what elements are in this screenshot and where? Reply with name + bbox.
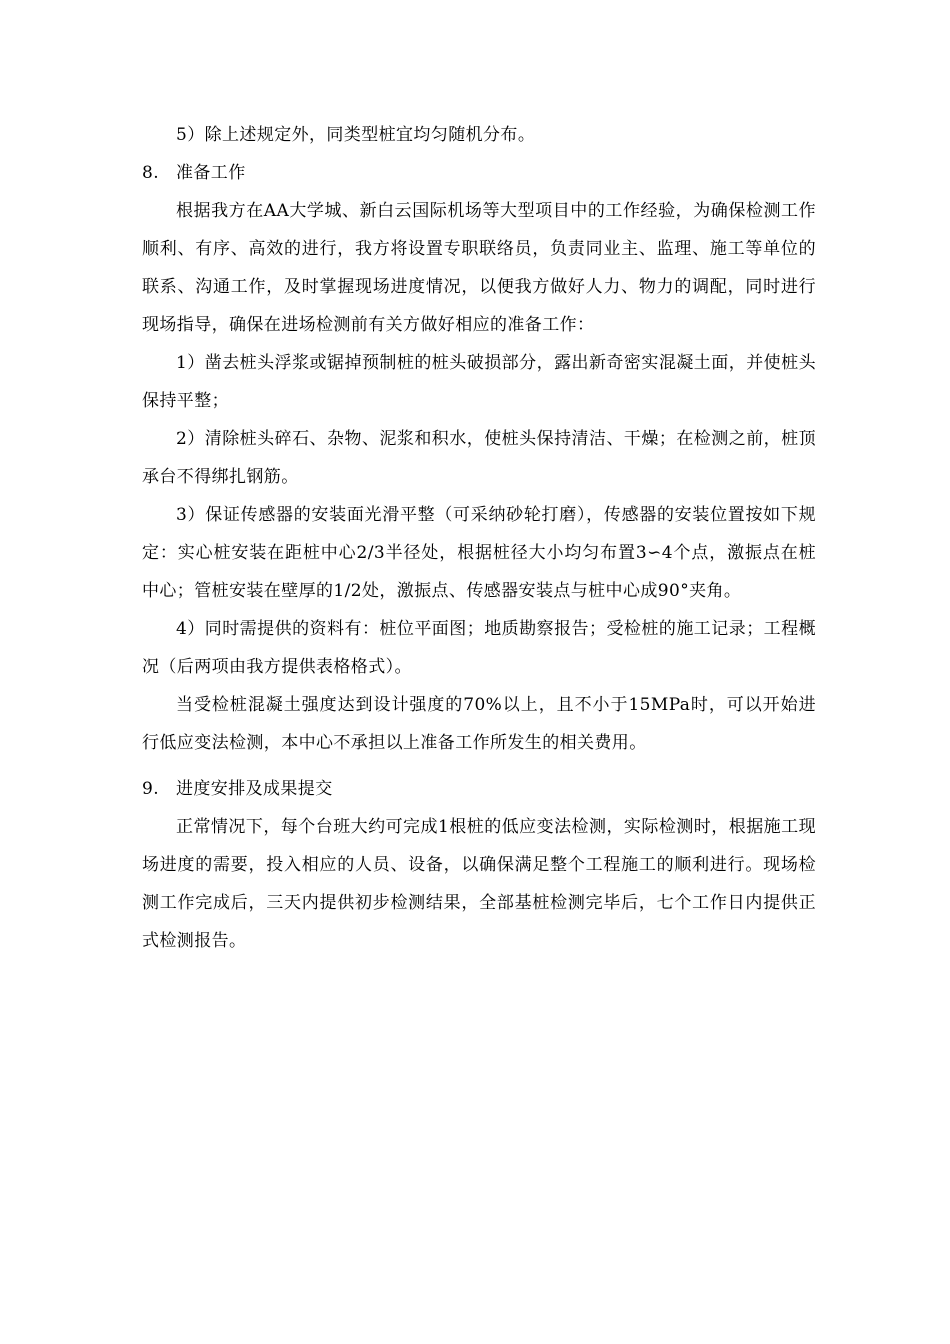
section-title: 准备工作 — [176, 163, 246, 183]
section-number: 9. — [142, 779, 160, 799]
list-item-5: 5）除上述规定外，同类型桩宜均匀随机分布。 — [176, 125, 536, 145]
list-item-4: 4）同时需提供的资料有：桩位平面图；地质勘察报告；受检桩的施工记录；工程概况（后两项由我方提供表格格式）。 — [142, 619, 816, 677]
section-number: 8. — [142, 163, 160, 183]
section-8-closing: 当受检桩混凝土强度达到设计强度的70%以上，且不小于15MPa时，可以开始进行低应变法检测，本中心不承担以上准备工作所发生的相关费用。 — [142, 695, 816, 753]
section-title: 进度安排及成果提交 — [176, 779, 333, 799]
document-body — [142, 116, 816, 960]
list-item-3: 3）保证传感器的安装面光滑平整（可采纳砂轮打磨），传感器的安装位置按如下规定：实心桩安装在距桩中心2/3半径处，根据桩径大小均匀布置3∽4个点，激振点在桩中心；管桩安装在壁厚的1/2处，激振点、传感器安装点与桩中心成90°夹角。 — [142, 505, 816, 601]
section-heading-8 — [142, 154, 816, 192]
spacer — [142, 762, 816, 770]
section-heading-9 — [142, 770, 816, 808]
section-8-intro: 根据我方在AA大学城、新白云国际机场等大型项目中的工作经验，为确保检测工作顺利、有序、高效的进行，我方将设置专职联络员，负责同业主、监理、施工等单位的联系、沟通工作，及时掌握现场进度情况，以便我方做好人力、物力的调配，同时进行现场指导，确保在进场检测前有关方做好相应的准备工作： — [142, 201, 816, 335]
section-9-body: 正常情况下，每个台班大约可完成1根桩的低应变法检测，实际检测时，根据施工现场进度的需要，投入相应的人员、设备，以确保满足整个工程施工的顺利进行。现场检测工作完成后，三天内提供初步检测结果，全部基桩检测完毕后，七个工作日内提供正式检测报告。 — [142, 817, 816, 951]
list-item-1: 1）凿去桩头浮浆或锯掉预制桩的桩头破损部分，露出新奇密实混凝土面，并使桩头保持平整； — [142, 353, 816, 411]
list-item-2: 2）清除桩头碎石、杂物、泥浆和积水，使桩头保持清洁、干燥；在检测之前，桩顶承台不得绑扎钢筋。 — [142, 429, 816, 487]
